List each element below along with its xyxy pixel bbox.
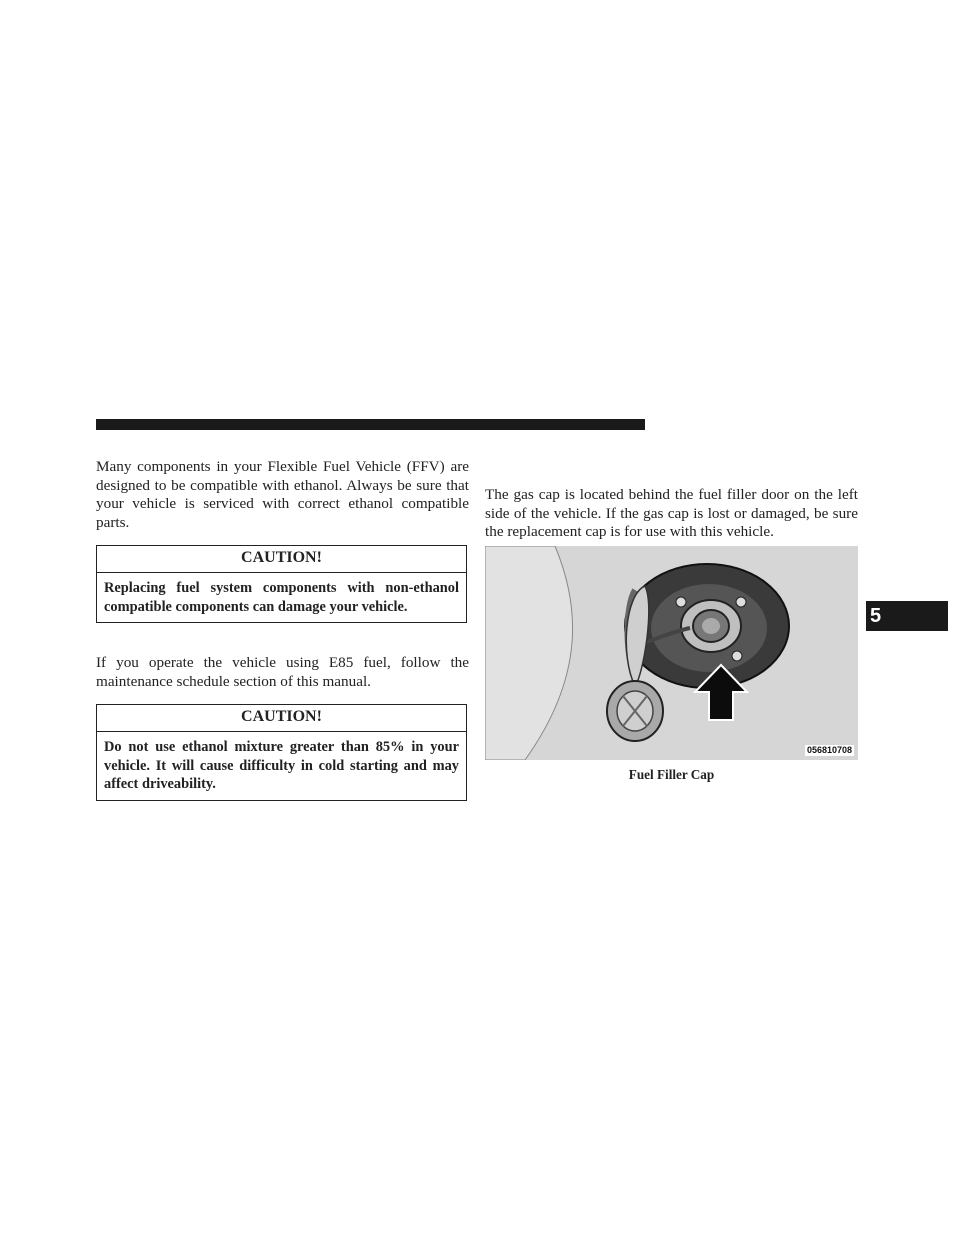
- gas-cap-location-paragraph: The gas cap is located behind the fuel filler door on the left side of the vehicle. If the gas cap is lost or damaged, be sure the replacement cap is for use with this vehicle.: [485, 486, 858, 541]
- figure-caption: Fuel Filler Cap: [628, 767, 715, 782]
- figure-code-label: 056810708: [806, 745, 852, 755]
- caution-box-components: [96, 545, 467, 623]
- caution-text: Do not use ethanol mixture greater than 85% in your vehicle. It will cause difficulty in cold starting and may affect driveability.: [104, 739, 459, 793]
- section-header-rule: [96, 419, 645, 430]
- fuel-filler-cap-illustration: [485, 546, 858, 760]
- caution-text: Replacing fuel system components with non-ethanol compatible components can damage your vehicle.: [104, 580, 459, 615]
- e85-maintenance-paragraph: If you operate the vehicle using E85 fuel, follow the maintenance schedule section of this manual.: [96, 654, 469, 690]
- section-tab: 5: [866, 601, 948, 631]
- caution-heading: CAUTION!: [97, 546, 466, 573]
- caution-box-ethanol-mixture: [96, 704, 467, 801]
- caution-heading: CAUTION!: [97, 705, 466, 732]
- ffv-components-paragraph: Many components in your Flexible Fuel Vehicle (FFV) are designed to be compatible with ethanol. Always be sure that your vehicle is serviced with correct ethanol compatible parts.: [96, 458, 469, 531]
